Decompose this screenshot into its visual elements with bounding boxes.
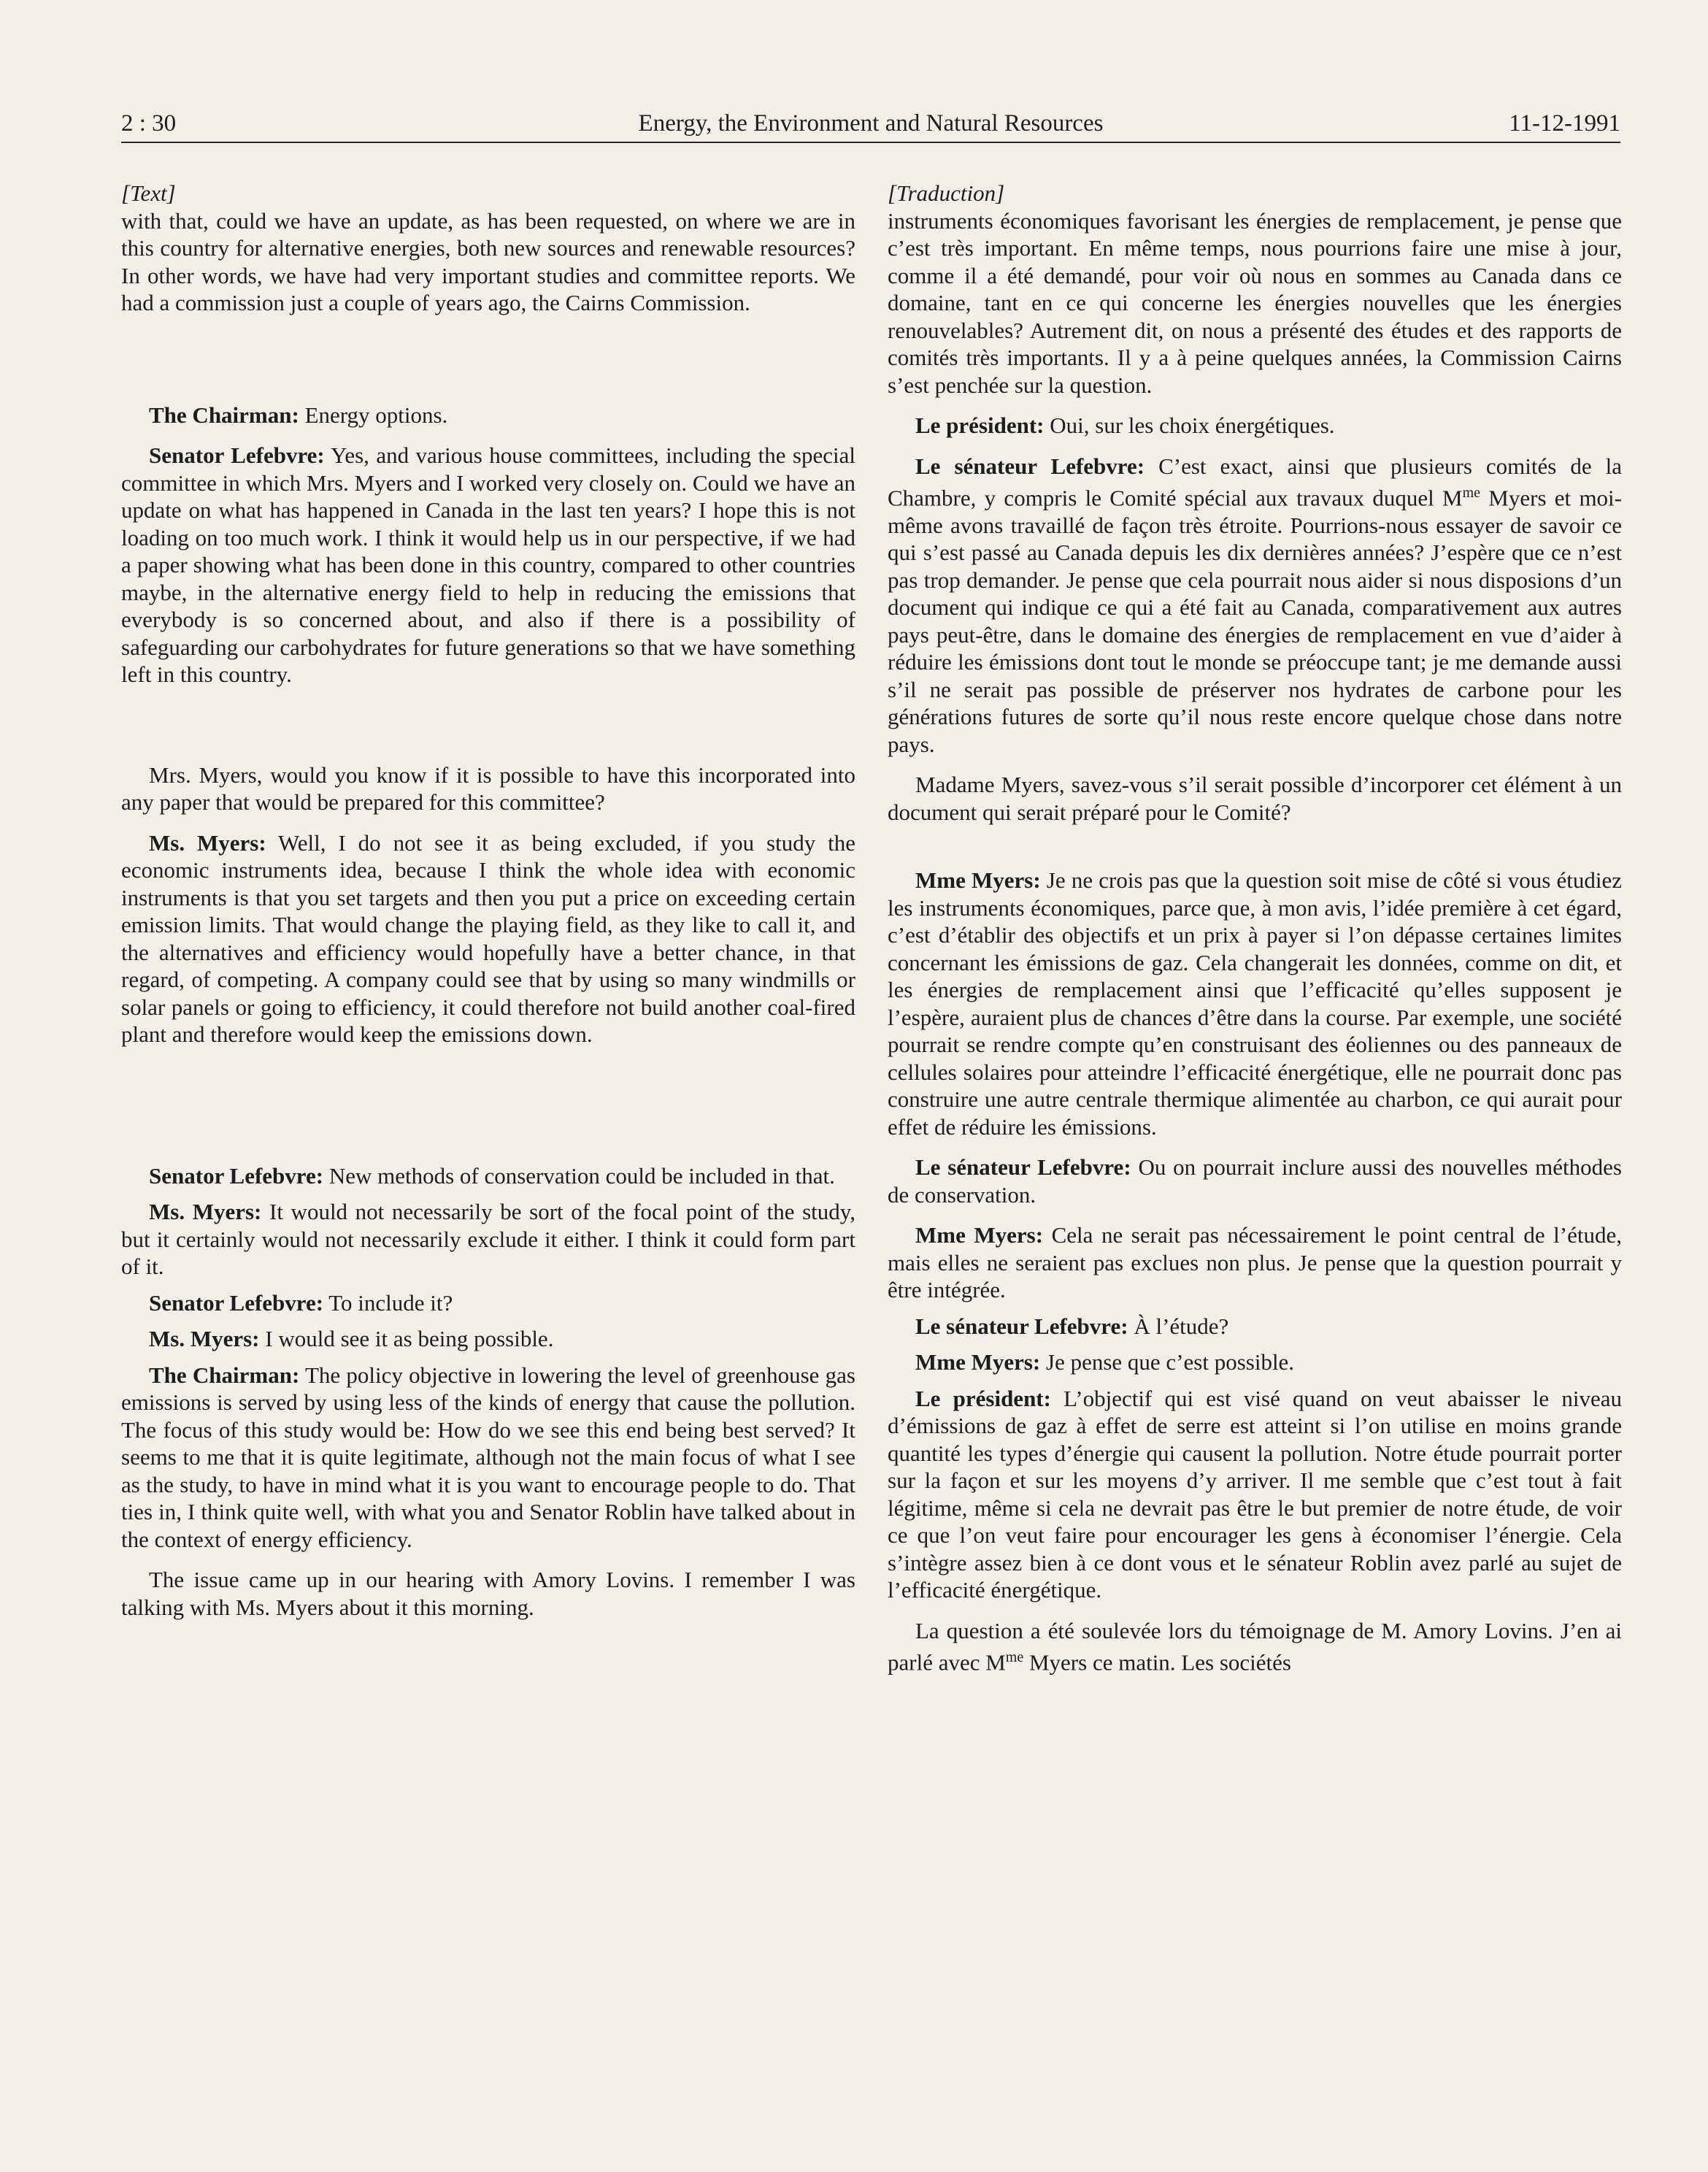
speech-paragraph: Senator Lefebvre: New methods of conservation could be included in that. [149,1162,835,1189]
paragraph: Madame Myers, savez-vous s’il serait possible d’incorporer cet élément à un document qui serait préparé pour le Comité? [888,772,1622,825]
column-label: [Traduction] [888,180,1005,206]
speech-paragraph: Mme Myers: Je ne crois pas que la question soit mise de côté si vous étudiez les instruments économiques, parce que, à mon avis, l’idée première à cet égard, c’est d’établir des objectifs et un prix à payer si l’on dépasse certaines limites concernant les émissions de gaz. Cela changerait les données, comme on dit, et les énergies de remplacement ainsi que l’efficacité qu’elles supposent je l’espère, auraient plus de chances d’être dans la course. Par exemple, une société pourrait se rendre compte qu’en construisant des éoliennes ou des panneaux de cellules solaires pour atteindre l’efficacité énergétique, elle ne pourrait donc pas construire une autre centrale thermique alimentée au charbon, ce qui aurait pour effet de réduire les émissions. [888,867,1622,1140]
speech-paragraph: Senator Lefebvre: To include it? [149,1289,453,1316]
speaker-name: The Chairman: [149,402,299,428]
paragraph: with that, could we have an update, as has been requested, on where we are in this country for alternative energies, both new sources and renewable resources? In other words, we have had very important studies and committee reports. We had a commission just a couple of years ago, the Cairns Commission. [121,207,855,315]
speech-paragraph: Mme Myers: Cela ne serait pas nécessairement le point central de l’étude, mais elles ne seraient pas exclues non plus. Je pense que la question pourrait y être intégrée. [888,1222,1622,1303]
speaker-name: Le sénateur Lefebvre: [915,1313,1128,1339]
paragraph: instruments économiques favorisant les énergies de remplacement, je pense que c’est très important. En même temps, nous pourrions faire une mise à jour, comme il a été demandé, pour voir où nous en sommes au Canada dans ce domaine, tant en ce qui concerne les énergies nouvelles que les énergies renouvelables? Autrement dit, on nous a présenté des études et des rapports de comités très importants. Il y a à peine quelques années, la Commission Cairns s’est penchée sur la question. [888,207,1622,398]
speaker-name: Ms. Myers: [149,1326,260,1351]
speaker-name: Ms. Myers: [149,1199,262,1224]
paragraph: The issue came up in our hearing with Amory Lovins. I remember I was talking with Ms. Myers about it this morning. [121,1567,855,1620]
speaker-name: Ms. Myers: [149,829,266,856]
speech-paragraph: Ms. Myers: I would see it as being possible. [149,1326,554,1351]
page-number: 2 : 30 [121,110,177,137]
speaker-name: Mme Myers: [915,867,1041,894]
speech-paragraph: Ms. Myers: Well, I do not see it as being excluded, if you study the economic instruments idea, because I think the whole idea with economic instruments is that you set targets and then you put a price on exceeding certain emission limits. That would change the playing field, as they like to call it, and the alternatives and efficiency would hopefully have a better chance, in that regard, of competing. A company could see that by using so many windmills or solar panels or going to efficiency, it could therefore not build another coal-fired plant and therefore would keep the emissions down. [121,829,855,1047]
column-label: [Text] [121,180,176,206]
french-column [888,180,1622,1676]
speech-paragraph: Mme Myers: Je pense que c’est possible. [915,1349,1295,1375]
speaker-name: Le président: [915,412,1045,438]
english-column [121,180,855,1621]
speaker-name: Senator Lefebvre: [149,442,325,468]
speech-paragraph: The Chairman: The policy objective in lowering the level of greenhouse gas emissions is served by using less of the kinds of energy that cause the pollution. The focus of this study would be: How do we see this end being best served? It seems to me that it is quite legitimate, although not the main focus of what I see as the study, to have in mind what it is you want to encourage people to do. That ties in, I think quite well, with what you and Senator Roblin have talked about in the context of energy efficiency. [121,1362,855,1552]
speaker-name: Senator Lefebvre: [149,1289,324,1316]
speaker-name: Le sénateur Lefebvre: [915,1154,1131,1181]
speech-paragraph: Le sénateur Lefebvre: À l’étude? [915,1313,1229,1339]
paragraph: Mrs. Myers, would you know if it is possible to have this incorporated into any paper that would be prepared for this committee? [121,761,855,815]
speech-paragraph: Senator Lefebvre: Yes, and various house committees, including the special committee in which Mrs. Myers and I worked very closely on. Could we have an update on what has happened in Canada in the last ten years? I hope this is not loading on too much work. I think it would help us in our perspective, if we had a paper showing what has been done in this country, compared to other countries maybe, in the alternative energy field to help in reducing the emissions that everybody is so concerned about, and also if there is a possibility of safeguarding our carbohydrates for future generations so that we have something left in this country. [121,442,855,687]
speaker-name: Le sénateur Lefebvre: [915,453,1145,479]
page-header [121,102,1620,143]
speech-paragraph: Ms. Myers: It would not necessarily be sort of the focal point of the study, but it certainly would not necessarily exclude it either. I think it could form part of it. [121,1199,855,1279]
page-date: 11-12-1991 [1509,110,1620,137]
speech-paragraph: Le président: Oui, sur les choix énergétiques. [915,412,1335,438]
speaker-name: Mme Myers: [915,1222,1044,1248]
speech-paragraph: Le président: L’objectif qui est visé quand on veut abaisser le niveau d’émissions de gaz à effet de serre est atteint si l’on utilise en moins grande quantité les types d’énergie qui causent la pollution. Notre étude pourrait porter sur la façon et sur les moyens d’y arriver. Il me semble que c’est tout à fait légitime, même si cela ne devrait pas être le but premier de notre étude, de voir ce que l’on veut faire pour encourager les gens à économiser l’énergie. Cela s’intègre assez bien à ce dont vous et le sénateur Roblin avez parlé au sujet de l’efficacité énergétique. [888,1385,1622,1603]
running-title: Energy, the Environment and Natural Resources [638,110,1104,137]
superscript: me [1005,1649,1024,1666]
superscript: me [1462,485,1481,501]
speaker-name: The Chairman: [149,1362,300,1388]
speaker-name: Mme Myers: [915,1349,1041,1375]
speech-paragraph: La question a été soulevée lors du témoignage de M. Amory Lovins. J’en ai parlé avec $M^{me}$ Myers ce matin. Les sociétés [888,1617,1622,1676]
speech-paragraph: Le sénateur Lefebvre: Ou on pourrait inclure aussi des nouvelles méthodes de conservation. [888,1154,1622,1208]
speech-paragraph: The Chairman: Energy options. [149,402,448,428]
speaker-name: Senator Lefebvre: [149,1162,324,1189]
speech-paragraph: Le sénateur Lefebvre: C’est exact, ainsi que plusieurs comités de la Chambre, y compris le Comité spécial aux travaux duquel $M^{me}$ Myers et moi-même avons travaillé de façon très étroite. Pourrions-nous essayer de savoir ce qui s’est passé au Canada depuis les dix dernières années? J’espère que ce n’est pas trop demander. Je pense que cela pourrait nous aider si nous disposions d’un document qui indique ce qui a été fait au Canada, comparativement aux autres pays peut-être, dans le domaine des énergies de remplacement en vue d’aider à réduire les émissions dont tout le monde se préoccupe tant; je me demande aussi s’il ne serait pas possible de préserver nos hydrates de carbone pour les générations futures de sorte qu’il nous reste encore quelque chose dans notre pays. [888,453,1622,757]
speaker-name: Le président: [915,1385,1051,1411]
